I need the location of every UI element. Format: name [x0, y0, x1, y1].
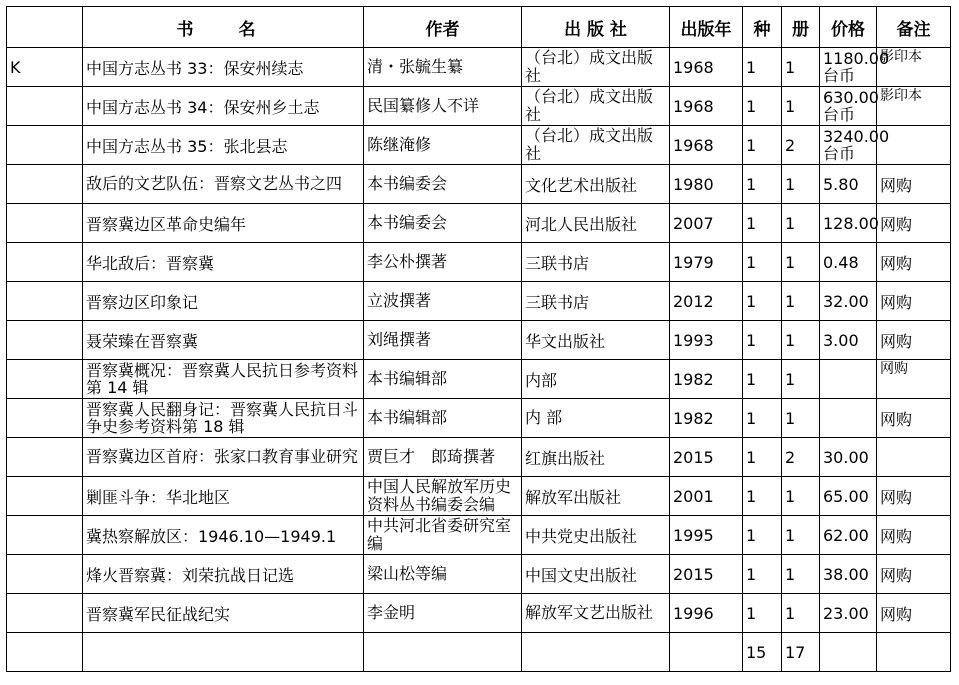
header-year: 出版年	[670, 7, 743, 48]
price-cell: 3240.00 台币	[820, 126, 877, 165]
title-cell: 晋察冀军民征战纪实	[83, 594, 364, 633]
kinds-cell: 1	[743, 516, 782, 555]
table-row	[7, 477, 951, 516]
table-row	[7, 594, 951, 633]
category-cell	[7, 243, 83, 282]
table-row	[7, 204, 951, 243]
title-cell: 晋察冀概况：晋察冀人民抗日参考资料第 14 辑	[83, 360, 364, 399]
title-cell: 中国方志丛书 35：张北县志	[83, 126, 364, 165]
price-cell: 5.80	[820, 165, 877, 204]
note-cell: 影印本	[877, 87, 951, 126]
volumes-cell: 1	[782, 204, 820, 243]
kinds-cell: 1	[743, 555, 782, 594]
title-cell: 华北敌后：晋察冀	[83, 243, 364, 282]
table-row	[7, 516, 951, 555]
table-row	[7, 360, 951, 399]
note-cell: 网购	[877, 594, 951, 633]
title-cell: 冀热察解放区：1946.10—1949.1	[83, 516, 364, 555]
volumes-cell: 2	[782, 126, 820, 165]
category-cell	[7, 282, 83, 321]
totals-empty-cell	[7, 633, 83, 672]
publisher-cell: 三联书店	[522, 282, 670, 321]
author-cell: 刘绳撰著	[364, 321, 522, 360]
year-cell: 2007	[670, 204, 743, 243]
note-cell: 网购	[877, 243, 951, 282]
author-cell: 中国人民解放军历史资料丛书编委会编	[364, 477, 522, 516]
year-cell: 2001	[670, 477, 743, 516]
note-cell: 网购	[877, 204, 951, 243]
kinds-cell: 1	[743, 360, 782, 399]
price-cell	[820, 360, 877, 399]
author-cell: 梁山松等编	[364, 555, 522, 594]
price-cell: 32.00	[820, 282, 877, 321]
category-cell	[7, 204, 83, 243]
year-cell: 1993	[670, 321, 743, 360]
title-cell: 晋察边区印象记	[83, 282, 364, 321]
category-cell	[7, 126, 83, 165]
table-row	[7, 282, 951, 321]
category-cell	[7, 321, 83, 360]
author-cell: 立波撰著	[364, 282, 522, 321]
author-cell: 中共河北省委研究室编	[364, 516, 522, 555]
title-cell: 剿匪斗争：华北地区	[83, 477, 364, 516]
category-cell	[7, 360, 83, 399]
volumes-cell: 1	[782, 516, 820, 555]
year-cell: 1980	[670, 165, 743, 204]
header-publisher: 出 版 社	[522, 7, 670, 48]
title-cell: 敌后的文艺队伍：晋察文艺丛书之四	[83, 165, 364, 204]
publisher-cell: 河北人民出版社	[522, 204, 670, 243]
category-cell	[7, 438, 83, 477]
note-cell: 网购	[877, 321, 951, 360]
table-row	[7, 399, 951, 438]
volumes-cell: 1	[782, 321, 820, 360]
year-cell: 1996	[670, 594, 743, 633]
price-cell: 0.48	[820, 243, 877, 282]
author-cell: 陈继淹修	[364, 126, 522, 165]
kinds-cell: 1	[743, 321, 782, 360]
year-cell: 1979	[670, 243, 743, 282]
year-cell: 1982	[670, 360, 743, 399]
category-cell	[7, 399, 83, 438]
category-cell	[7, 165, 83, 204]
kinds-cell: 1	[743, 87, 782, 126]
category-cell	[7, 87, 83, 126]
kinds-cell: 1	[743, 126, 782, 165]
kinds-cell: 1	[743, 204, 782, 243]
publisher-cell: 解放军出版社	[522, 477, 670, 516]
header-author: 作者	[364, 7, 522, 48]
volumes-cell: 1	[782, 282, 820, 321]
year-cell: 1968	[670, 87, 743, 126]
author-cell: 本书编辑部	[364, 360, 522, 399]
price-cell: 65.00	[820, 477, 877, 516]
kinds-cell: 1	[743, 477, 782, 516]
author-cell: 本书编委会	[364, 165, 522, 204]
price-cell: 38.00	[820, 555, 877, 594]
category-cell	[7, 477, 83, 516]
table-header	[7, 7, 951, 48]
title-cell: 烽火晋察冀：刘荣抗战日记选	[83, 555, 364, 594]
volumes-cell: 1	[782, 360, 820, 399]
totals-empty-cell	[522, 633, 670, 672]
year-cell: 2012	[670, 282, 743, 321]
price-cell: 630.00 台币	[820, 87, 877, 126]
price-cell: 30.00	[820, 438, 877, 477]
title-cell: 中国方志丛书 34：保安州乡土志	[83, 87, 364, 126]
volumes-cell: 1	[782, 165, 820, 204]
totals-row	[7, 633, 951, 672]
totals-empty-cell	[83, 633, 364, 672]
volumes-cell: 1	[782, 87, 820, 126]
totals-empty-cell	[364, 633, 522, 672]
year-cell: 2015	[670, 438, 743, 477]
category-cell	[7, 594, 83, 633]
publisher-cell: 华文出版社	[522, 321, 670, 360]
kinds-cell: 1	[743, 438, 782, 477]
table-row	[7, 87, 951, 126]
author-cell: 本书编辑部	[364, 399, 522, 438]
author-cell: 本书编委会	[364, 204, 522, 243]
totals-empty-cell	[820, 633, 877, 672]
header-price: 价格	[820, 7, 877, 48]
volumes-cell: 1	[782, 399, 820, 438]
publisher-cell: 文化艺术出版社	[522, 165, 670, 204]
volumes-cell: 1	[782, 594, 820, 633]
publisher-cell: 解放军文艺出版社	[522, 594, 670, 633]
header-note: 备注	[877, 7, 951, 48]
kinds-cell: 1	[743, 48, 782, 87]
note-cell: 网购	[877, 516, 951, 555]
table-body	[7, 48, 951, 672]
title-cell: 晋察冀人民翻身记：晋察冀人民抗日斗争史参考资料第 18 辑	[83, 399, 364, 438]
note-cell	[877, 438, 951, 477]
kinds-cell: 1	[743, 282, 782, 321]
total-volumes: 17	[782, 633, 820, 672]
title-cell: 中国方志丛书 33：保安州续志	[83, 48, 364, 87]
author-cell: 民国纂修人不详	[364, 87, 522, 126]
note-cell: 网购	[877, 555, 951, 594]
category-cell	[7, 516, 83, 555]
publisher-cell: 中共党史出版社	[522, 516, 670, 555]
note-cell: 网购	[877, 282, 951, 321]
publisher-cell: 内部	[522, 360, 670, 399]
publisher-cell: 三联书店	[522, 243, 670, 282]
price-cell: 128.00	[820, 204, 877, 243]
title-cell: 晋察冀边区首府：张家口教育事业研究	[83, 438, 364, 477]
price-cell: 62.00	[820, 516, 877, 555]
header-kinds: 种	[743, 7, 782, 48]
publisher-cell: （台北）成文出版社	[522, 48, 670, 87]
table-row	[7, 48, 951, 87]
note-cell: 网购	[877, 399, 951, 438]
volumes-cell: 1	[782, 555, 820, 594]
table-row	[7, 165, 951, 204]
title-cell: 晋察冀边区革命史编年	[83, 204, 364, 243]
note-cell: 网购	[877, 360, 951, 399]
year-cell: 2015	[670, 555, 743, 594]
price-cell	[820, 399, 877, 438]
note-cell: 网购	[877, 477, 951, 516]
author-cell: 李金明	[364, 594, 522, 633]
table-row	[7, 126, 951, 165]
kinds-cell: 1	[743, 165, 782, 204]
publisher-cell: 中国文史出版社	[522, 555, 670, 594]
publisher-cell: 红旗出版社	[522, 438, 670, 477]
category-cell	[7, 555, 83, 594]
volumes-cell: 1	[782, 48, 820, 87]
publisher-cell: （台北）成文出版社	[522, 87, 670, 126]
year-cell: 1968	[670, 126, 743, 165]
year-cell: 1995	[670, 516, 743, 555]
note-cell: 网购	[877, 165, 951, 204]
title-cell: 聂荣臻在晋察冀	[83, 321, 364, 360]
kinds-cell: 1	[743, 243, 782, 282]
total-kinds: 15	[743, 633, 782, 672]
kinds-cell: 1	[743, 399, 782, 438]
totals-empty-cell	[670, 633, 743, 672]
header-category	[7, 7, 83, 48]
book-list-table	[6, 6, 951, 672]
year-cell: 1982	[670, 399, 743, 438]
publisher-cell: 内 部	[522, 399, 670, 438]
header-volumes: 册	[782, 7, 820, 48]
volumes-cell: 1	[782, 477, 820, 516]
table-row	[7, 555, 951, 594]
publisher-cell: （台北）成文出版社	[522, 126, 670, 165]
note-cell: 影印本	[877, 48, 951, 87]
table-row	[7, 243, 951, 282]
category-cell: K	[7, 48, 83, 87]
header-title: 书 名	[83, 7, 364, 48]
volumes-cell: 1	[782, 243, 820, 282]
table-row	[7, 438, 951, 477]
year-cell: 1968	[670, 48, 743, 87]
price-cell: 1180.00 台币	[820, 48, 877, 87]
volumes-cell: 2	[782, 438, 820, 477]
totals-empty-cell	[877, 633, 951, 672]
price-cell: 23.00	[820, 594, 877, 633]
table-row	[7, 321, 951, 360]
price-cell: 3.00	[820, 321, 877, 360]
author-cell: 李公朴撰著	[364, 243, 522, 282]
author-cell: 贾巨才 郎琦撰著	[364, 438, 522, 477]
author-cell: 清・张毓生纂	[364, 48, 522, 87]
kinds-cell: 1	[743, 594, 782, 633]
